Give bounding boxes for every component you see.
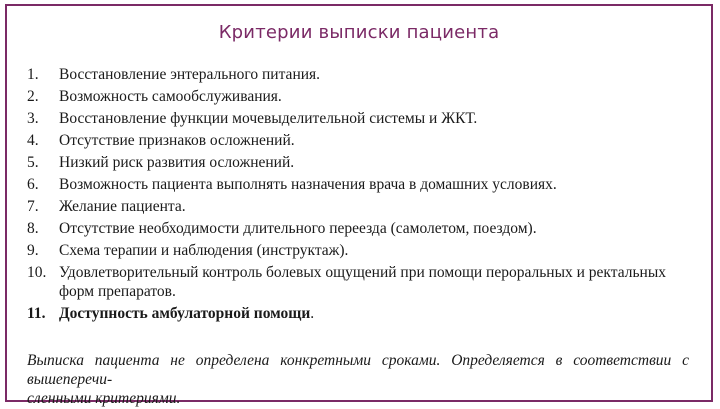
item-number: 2. xyxy=(27,88,39,105)
item-text: Отсутствие необходимости длительного переезда (самолетом, поездом). xyxy=(59,220,537,237)
item-text: Возможность пациента выполнять назначения врача в домашних условиях. xyxy=(59,176,557,193)
item-text: Желание пациента. xyxy=(59,198,186,215)
item-text: Низкий риск развития осложнений. xyxy=(59,154,295,171)
item-number: 4. xyxy=(27,132,39,149)
item-text: Возможность самообслуживания. xyxy=(59,88,282,105)
item-number: 11. xyxy=(27,305,46,322)
item-text: Схема терапии и наблюдения (инструктаж). xyxy=(59,242,349,259)
item-number: 3. xyxy=(27,110,39,127)
list-item xyxy=(27,197,691,216)
criteria-list xyxy=(27,65,691,326)
list-item xyxy=(27,153,691,172)
list-item xyxy=(27,87,691,106)
box-title: Критерии выписки пациента xyxy=(218,22,500,43)
footnote-line: сленными критериями. xyxy=(27,390,181,407)
list-item xyxy=(27,131,691,150)
item-number: 9. xyxy=(27,242,39,259)
list-item xyxy=(27,219,691,238)
item-text: Восстановление энтерального питания. xyxy=(59,66,321,83)
footnote xyxy=(27,351,689,408)
item-number: 5. xyxy=(27,154,39,171)
list-item xyxy=(27,65,691,84)
list-item xyxy=(27,109,691,128)
criteria-box xyxy=(5,4,713,407)
item-text: Доступность амбулаторной помощи xyxy=(59,305,311,322)
list-item xyxy=(27,263,691,301)
list-item xyxy=(27,175,691,194)
item-text: Восстановление функции мочевыделительной системы и ЖКТ. xyxy=(59,110,478,127)
list-item xyxy=(27,241,691,260)
item-number: 1. xyxy=(27,66,39,83)
footnote-line: Выписка пациента не определена конкретными сроками. Определяется в соответствии с вышеперечи- xyxy=(27,352,689,388)
item-number: 10. xyxy=(27,264,47,281)
item-number: 6. xyxy=(27,176,39,193)
item-text: Отсутствие признаков осложнений. xyxy=(59,132,295,149)
list-item-emphasized xyxy=(27,304,691,323)
item-number: 8. xyxy=(27,220,39,237)
item-number: 7. xyxy=(27,198,39,215)
item-text-wrapper xyxy=(59,304,691,323)
item-text-suffix: . xyxy=(310,305,315,322)
item-text: Удовлетворительный контроль болевых ощущений при помощи пероральных и ректальных форм препаратов. xyxy=(59,264,666,300)
